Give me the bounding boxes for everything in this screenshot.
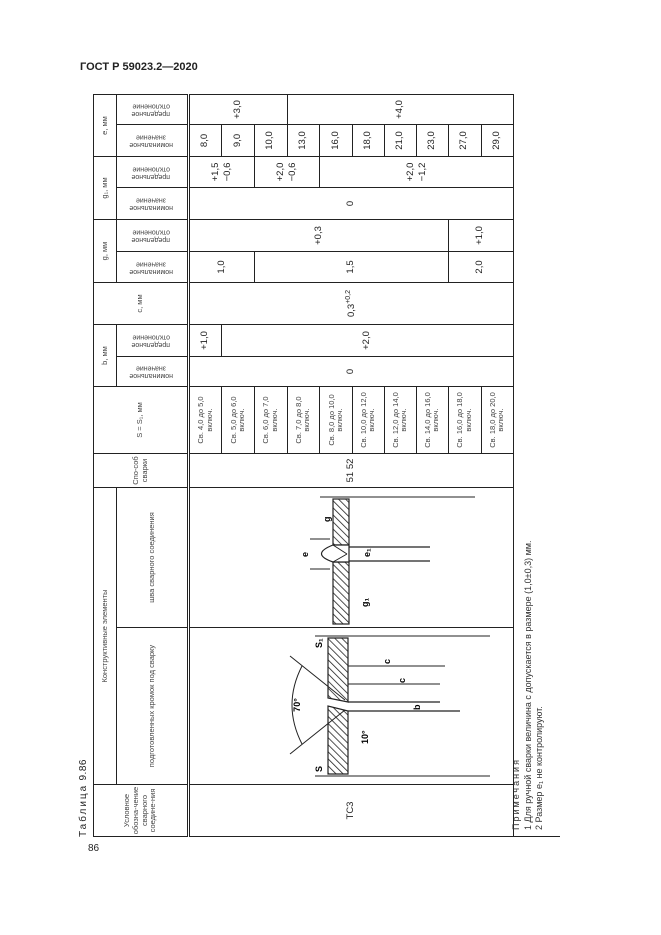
e1-label: e₁ [362, 548, 373, 557]
header-welding-method: Спо-соб сварки [94, 453, 189, 487]
thickness-cell: Св. 5,0 до 6,0 включ. [222, 386, 255, 453]
header-c: c, мм [94, 282, 189, 324]
angle-10-label: 10° [360, 730, 371, 744]
header-g-tolerance: предельное отклонение [117, 219, 189, 251]
header-g1-nominal: номинальное значение [117, 187, 189, 219]
header-weld-joint: шва сварного соединения [117, 487, 189, 627]
welding-joint-table [93, 94, 514, 837]
note-item: 1 Для ручной сварки величина c допускается в размере (1,0±0,3) мм. [522, 540, 533, 830]
e-tolerance-cell: +3,0 [189, 94, 287, 124]
b-tolerance-cell: +2,0 [222, 324, 513, 356]
e-label: e [300, 551, 311, 557]
g1-tolerance-cell: +2,0 −0,6 [255, 156, 320, 187]
g1-tolerance-cell: +2,0 −1,2 [320, 156, 513, 187]
header-e-nominal: номинальное значение [117, 124, 189, 156]
thickness-cell: Св. 10,0 до 12,0 включ. [352, 386, 384, 453]
g-nominal-cell: 1,5 [255, 251, 449, 282]
header-b-nominal: номинальное значение [117, 356, 189, 386]
thickness-cell: Св. 8,0 до 10,0 включ. [320, 386, 353, 453]
g1-tolerance-cell: +1,5 −0,6 [189, 156, 255, 187]
e-nominal-cell: 27,0 [448, 124, 481, 156]
weld-joint-drawing [189, 487, 513, 627]
thickness-cell: Св. 12,0 до 14,0 включ. [384, 386, 416, 453]
header-b: b, мм [94, 324, 117, 386]
e-nominal-cell: 9,0 [222, 124, 255, 156]
e-tolerance-cell: +4,0 [287, 94, 513, 124]
b-nominal-cell: 0 [189, 356, 513, 386]
header-g: g, мм [94, 219, 117, 282]
thickness-cell: Св. 18,0 до 20,0 включ. [481, 386, 513, 453]
e-nominal-cell: 21,0 [384, 124, 416, 156]
prepared-edges-drawing [189, 628, 513, 785]
e-nominal-cell: 16,0 [320, 124, 353, 156]
c-label-2: c [382, 658, 393, 664]
rotated-table-block [78, 95, 560, 837]
header-designation: Условное обозна-чение сварного соедине-ния [94, 785, 189, 837]
header-g1-tolerance: предельное отклонение [117, 156, 189, 187]
b-tolerance-cell: +1,0 [189, 324, 222, 356]
thickness-cell: Св. 14,0 до 16,0 включ. [416, 386, 448, 453]
thickness-cell: Св. 4,0 до 5,0 включ. [189, 386, 222, 453]
note-item: 2 Размер e₁ не контролируют. [534, 706, 545, 830]
page-number: 86 [88, 843, 100, 854]
thickness-cell: Св. 16,0 до 18,0 включ. [448, 386, 481, 453]
s1-label: S₁ [314, 638, 325, 648]
e-nominal-cell: 13,0 [287, 124, 320, 156]
weld-joint-diagram [190, 487, 510, 627]
g-nominal-cell: 1,0 [189, 251, 255, 282]
header-e-tolerance: предельное отклонение [117, 94, 189, 124]
e-nominal-cell: 29,0 [481, 124, 513, 156]
b-label: b [412, 704, 423, 710]
welding-method-cell: 51 52 [189, 453, 513, 487]
header-structural-elements: Конструктивные элементы [94, 487, 117, 784]
thickness-cell: Св. 6,0 до 7,0 включ. [255, 386, 288, 453]
c-label: c [397, 677, 408, 683]
e-nominal-cell: 23,0 [416, 124, 448, 156]
document-header: ГОСТ Р 59023.2—2020 [80, 61, 198, 73]
g-tolerance-cell: +0,3 [189, 219, 449, 251]
header-g-nominal: номинальное значение [117, 251, 189, 282]
table-title: Таблица 9.86 [78, 759, 89, 837]
thickness-cell: Св. 7,0 до 8,0 включ. [287, 386, 320, 453]
header-b-tolerance: предельное отклонение [117, 324, 189, 356]
g1-nominal-cell: 0 [189, 187, 513, 219]
e-nominal-cell: 10,0 [255, 124, 288, 156]
table-notes [507, 95, 560, 837]
notes-title: Примечания [511, 758, 521, 830]
angle-70-label: 70° [292, 698, 303, 712]
c-cell: $0,3^{+0,2}$ [189, 282, 513, 324]
g-nominal-cell: 2,0 [448, 251, 513, 282]
header-g1: g₁, мм [94, 156, 117, 219]
s-label: S [314, 765, 325, 772]
header-e: e, мм [94, 94, 117, 156]
g-label: g [322, 516, 333, 522]
g1-label: g₁ [360, 597, 371, 607]
e-nominal-cell: 8,0 [189, 124, 222, 156]
header-thickness: S = S₁, мм [94, 386, 189, 453]
header-prepared-edges: подготовленных кромок под сварку [117, 628, 189, 785]
e-nominal-cell: 18,0 [352, 124, 384, 156]
g-tolerance-cell: +1,0 [448, 219, 513, 251]
edge-preparation-diagram [190, 628, 510, 785]
designation-cell: ТС3 [189, 785, 513, 837]
